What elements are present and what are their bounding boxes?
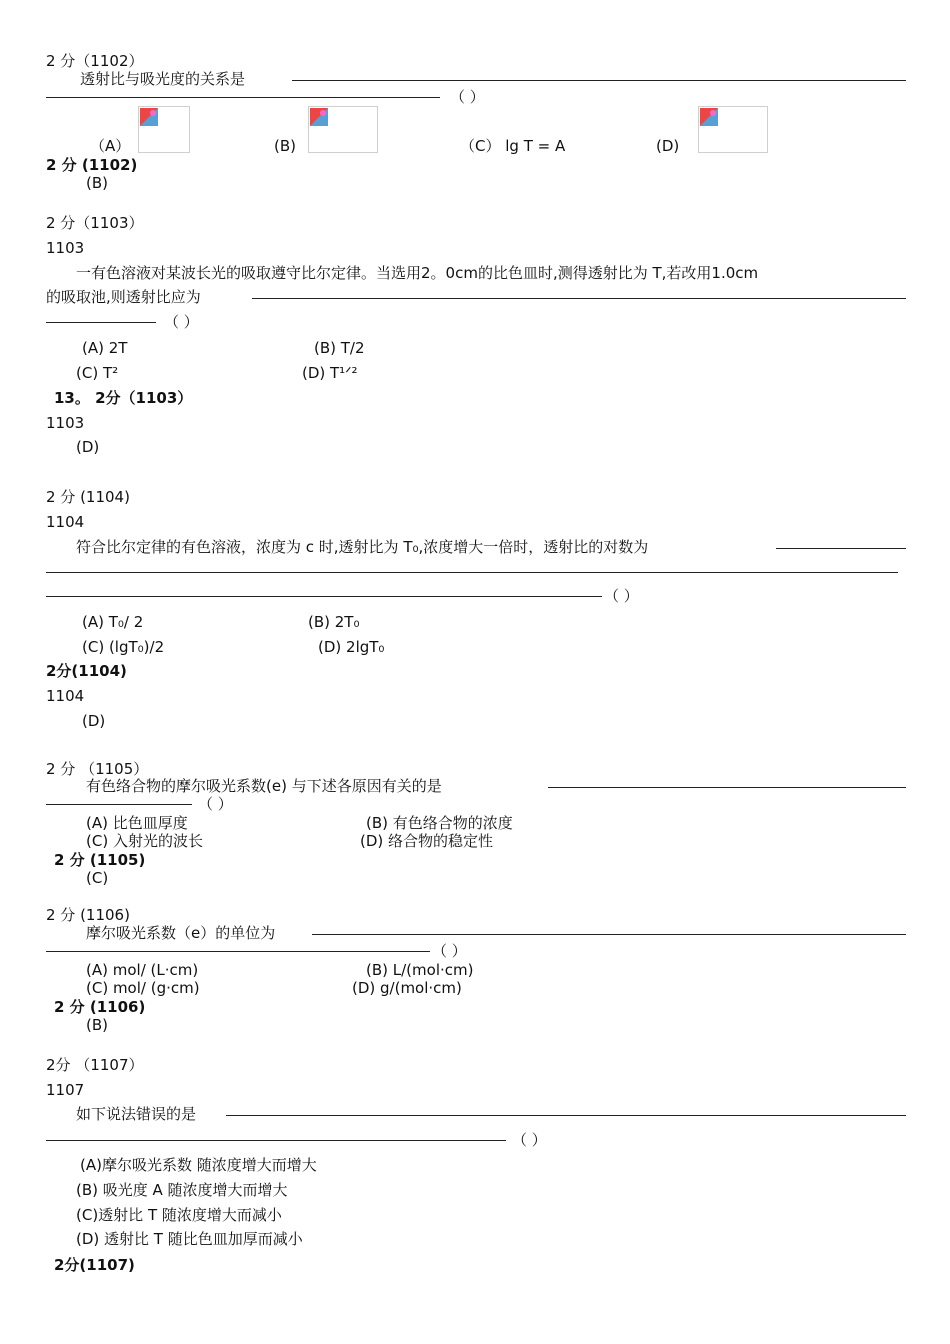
q1107-option-a: (A)摩尔吸光系数 随浓度增大而增大	[80, 1156, 317, 1174]
q1104-answer-code: 1104	[46, 687, 85, 705]
q1104-option-a: (A) T₀/ 2	[82, 613, 144, 631]
q1106-blank-rule	[312, 934, 906, 935]
q1103-answer-paren: （ ）	[164, 313, 199, 331]
q1107-blank-rule-2	[46, 1140, 506, 1141]
q1103-blank-rule	[252, 298, 906, 299]
q1107-answer-paren: （ ）	[512, 1131, 547, 1149]
q1104-blank-rule-2	[46, 572, 898, 573]
q1104-answer: (D)	[82, 712, 106, 730]
q1104-blank-rule-3	[46, 596, 602, 597]
q1105-stem: 有色络合物的摩尔吸光系数(e) 与下述各原因有关的是	[86, 777, 442, 795]
q1104-option-c: (C) (lgT₀)/2	[82, 638, 165, 656]
q1105-option-d: (D) 络合物的稳定性	[360, 832, 494, 850]
broken-image-icon	[699, 107, 719, 127]
q1103-option-b: (B) T/2	[314, 339, 365, 357]
broken-image-icon	[309, 107, 329, 127]
q1103-stem-line2: 的吸取池,则透射比应为	[46, 288, 201, 306]
q1105-blank-rule-2	[46, 804, 192, 805]
q1102-option-a: （A）	[90, 137, 131, 155]
q1105-option-c: (C) 入射光的波长	[86, 832, 203, 850]
q1106-option-d: (D) g/(mol·cm)	[352, 979, 462, 997]
q1103-answer-header: 13。 2分（1103）	[54, 389, 193, 407]
q1105-answer-header: 2 分 (1105)	[54, 851, 146, 869]
q1102-option-d: (D)	[656, 137, 680, 155]
q1106-answer-paren: （ ）	[432, 942, 467, 960]
q1102-stem: 透射比与吸光度的关系是	[80, 70, 246, 88]
q1107-answer-header: 2分(1107)	[54, 1256, 135, 1274]
q1102-option-d-image	[698, 106, 768, 153]
q1103-blank-rule-2	[46, 322, 156, 323]
q1104-option-d: (D) 2lgT₀	[318, 638, 385, 656]
q1102-option-a-image	[138, 106, 190, 153]
q1103-option-a: (A) 2T	[82, 339, 128, 357]
q1103-answer: (D)	[76, 438, 100, 456]
q1106-stem: 摩尔吸光系数（e）的单位为	[86, 924, 276, 942]
q1105-option-b: (B) 有色络合物的浓度	[366, 814, 513, 832]
q1102-header: 2 分（1102）	[46, 52, 144, 70]
q1106-answer-header: 2 分 (1106)	[54, 998, 146, 1016]
q1106-answer: (B)	[86, 1016, 108, 1034]
q1102-blank-rule	[292, 80, 906, 81]
q1102-option-b-image	[308, 106, 378, 153]
q1104-code: 1104	[46, 513, 85, 531]
q1104-option-b: (B) 2T₀	[308, 613, 360, 631]
q1102-answer: (B)	[86, 174, 108, 192]
q1104-answer-header: 2分(1104)	[46, 662, 127, 680]
q1107-option-c: (C)透射比 T 随浓度增大而减小	[76, 1206, 282, 1224]
q1105-blank-rule	[548, 787, 906, 788]
q1106-header: 2 分 (1106)	[46, 906, 130, 924]
q1104-stem: 符合比尔定律的有色溶液，浓度为 c 时,透射比为 T₀,浓度增大一倍时，透射比的对数为	[76, 538, 649, 556]
broken-image-icon	[139, 107, 159, 127]
q1104-blank-rule	[776, 548, 906, 549]
q1107-option-b: (B) 吸光度 A 随浓度增大而增大	[76, 1181, 288, 1199]
q1104-answer-paren: （ ）	[604, 587, 639, 605]
q1105-header: 2 分 （1105）	[46, 760, 149, 778]
q1106-blank-rule-2	[46, 951, 430, 952]
q1104-header: 2 分 (1104)	[46, 488, 130, 506]
q1103-code: 1103	[46, 239, 85, 257]
q1106-option-b: (B) L/(mol·cm)	[366, 961, 474, 979]
q1103-answer-code: 1103	[46, 414, 85, 432]
q1103-header: 2 分（1103）	[46, 214, 144, 232]
q1107-code: 1107	[46, 1081, 85, 1099]
q1103-option-c: (C) T²	[76, 364, 119, 382]
q1102-option-b: (B)	[274, 137, 296, 155]
q1106-option-a: (A) mol/ (L·cm)	[86, 961, 199, 979]
q1102-answer-header: 2 分 (1102)	[46, 156, 138, 174]
q1102-blank-rule-2	[46, 97, 440, 98]
q1105-answer: (C)	[86, 869, 109, 887]
q1105-option-a: (A) 比色皿厚度	[86, 814, 188, 832]
q1105-answer-paren: （ ）	[198, 795, 233, 813]
q1103-stem-line1: 一有色溶液对某波长光的吸取遵守比尔定律。当选用2。0cm的比色皿时,测得透射比为 T,若改用1.0cm	[76, 264, 759, 282]
q1102-option-c: （C） lg T = A	[460, 137, 566, 155]
q1107-stem: 如下说法错误的是	[76, 1105, 197, 1123]
q1107-option-d: (D) 透射比 T 随比色皿加厚而减小	[76, 1230, 303, 1248]
q1107-blank-rule	[226, 1115, 906, 1116]
q1107-header: 2分 （1107）	[46, 1056, 144, 1074]
q1102-answer-paren: （ ）	[450, 88, 485, 106]
q1103-option-d: (D) T¹ᐟ²	[302, 364, 358, 382]
q1106-option-c: (C) mol/ (g·cm)	[86, 979, 200, 997]
